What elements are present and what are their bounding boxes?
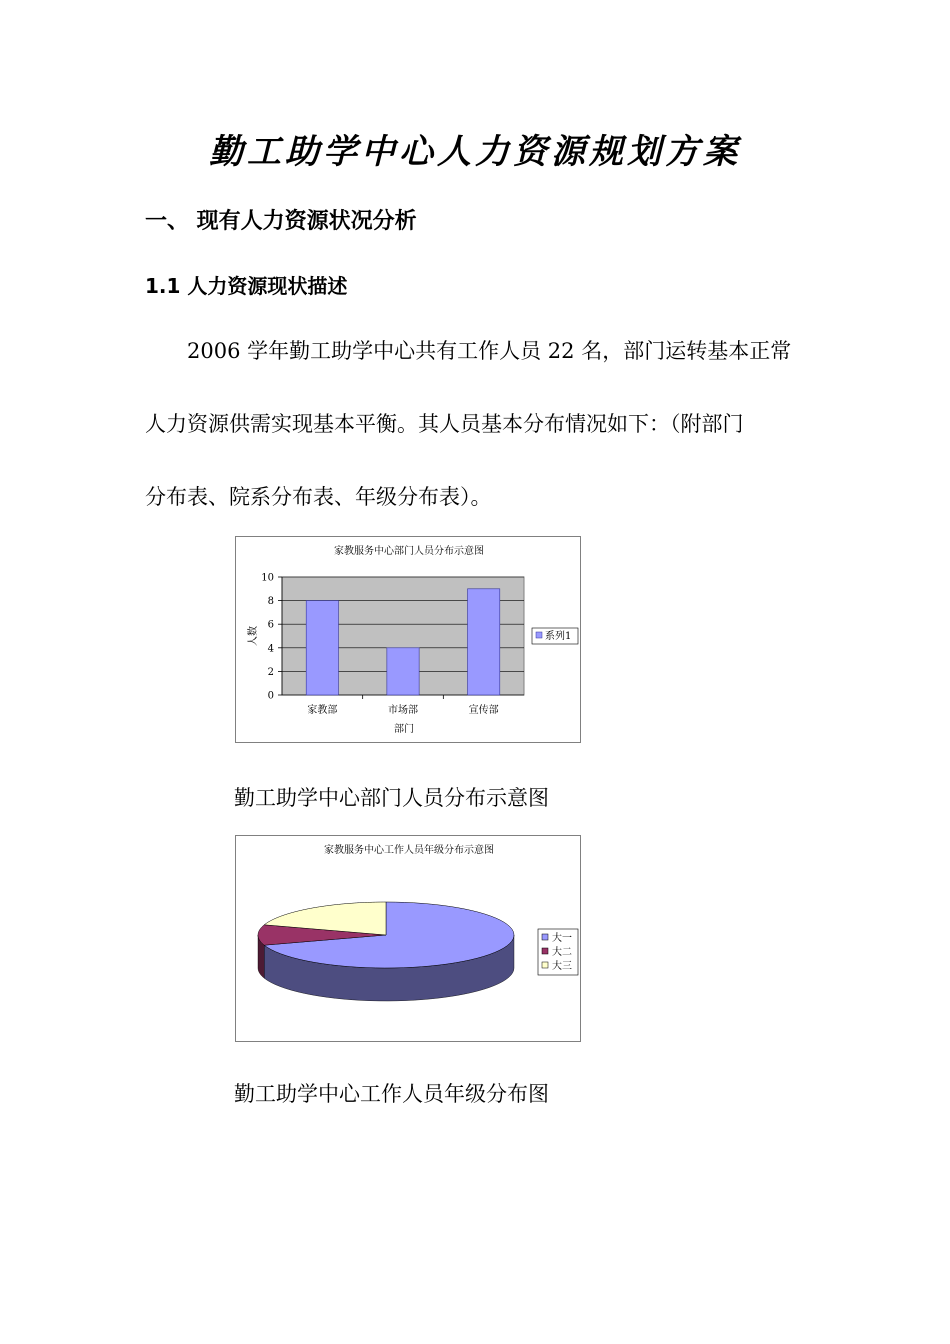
section-heading: 一、 现有人力资源状况分析 — [145, 209, 417, 234]
chart-title: 家教服务中心工作人员年级分布示意图 — [324, 845, 494, 856]
y-tick-label: 2 — [267, 666, 274, 678]
legend-swatch — [542, 948, 548, 954]
bar — [468, 589, 500, 695]
pie-chart — [235, 835, 581, 1042]
legend-swatch — [536, 632, 542, 638]
bar-chart — [235, 536, 581, 743]
legend-label: 大三 — [552, 961, 572, 972]
x-tick-label: 宣传部 — [468, 705, 499, 716]
paragraph-line-1: 2006 学年勤工助学中心共有工作人员 22 名，部门运转基本正常 — [187, 339, 792, 363]
document-title: 勤工助学中心人力资源规划方案 — [209, 132, 741, 172]
x-tick-label: 家教部 — [307, 705, 338, 716]
x-axis-label: 部门 — [394, 724, 414, 735]
legend-label: 大二 — [552, 947, 572, 958]
chart-title: 家教服务中心部门人员分布示意图 — [334, 546, 484, 557]
legend-swatch — [542, 962, 548, 968]
legend-swatch — [542, 934, 548, 940]
paragraph-line-2: 人力资源供需实现基本平衡。其人员基本分布情况如下：（附部门 — [145, 412, 744, 436]
y-tick-label: 8 — [267, 596, 274, 608]
bar-chart-svg — [236, 537, 582, 744]
paragraph-line-3: 分布表、院系分布表、年级分布表）。 — [145, 485, 492, 509]
y-tick-label: 0 — [267, 690, 274, 702]
y-tick-label: 4 — [267, 643, 274, 655]
y-tick-label: 6 — [267, 619, 274, 631]
pie-chart-caption: 勤工助学中心工作人员年级分布图 — [234, 1082, 549, 1106]
bar — [306, 601, 338, 695]
legend-label: 大一 — [552, 933, 572, 944]
legend-label: 系列1 — [545, 631, 572, 642]
bar — [387, 648, 419, 695]
y-axis-label: 人数 — [248, 626, 259, 646]
x-tick-label: 市场部 — [388, 705, 418, 716]
subsection-heading: 1.1 人力资源现状描述 — [145, 274, 348, 298]
y-tick-label: 10 — [261, 572, 274, 584]
pie-chart-svg — [236, 836, 582, 1043]
bar-chart-caption: 勤工助学中心部门人员分布示意图 — [234, 786, 549, 810]
